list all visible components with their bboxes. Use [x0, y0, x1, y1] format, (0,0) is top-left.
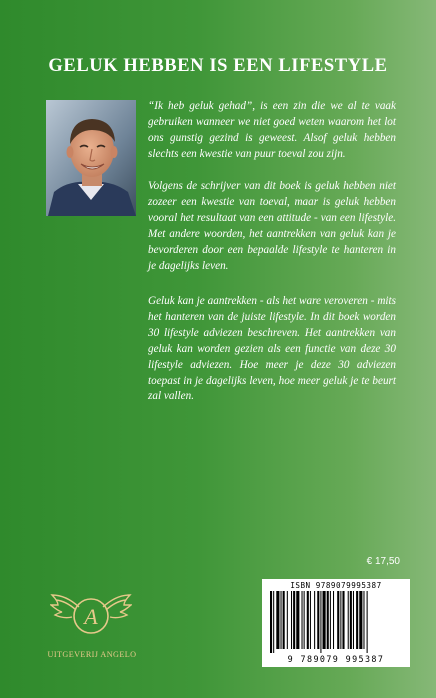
author-view-paragraph: Volgens de schrijver van dit boek is geluk hebben niet zozeer een kwestie van toeval, maar is geluk hebben vooral het resultaat van een attitude - van een lifestyle. Met andere woorden, het aantrekken van geluk kan je bevorderen door een bepaalde lifestyle te hanteren in je dagelijks leven. [148, 180, 396, 272]
isbn-label: ISBN 9789079995387 [290, 581, 382, 590]
isbn-barcode [262, 579, 410, 667]
barcode-digits: 9 789079 995387 [287, 654, 385, 664]
advice-paragraph: Geluk kan je aantrekken - als het ware veroveren - mits het hanteren van de juiste lifestyle. In dit boek worden 30 lifestyle adviezen beschreven. Het aantrekken van geluk kan worden gezien als een functie van deze 30 lifestyle adviezen. Hoe meer je deze 30 adviezen toepast in je dagelijks leven, hoe meer geluk je te beurt zal vallen. [148, 295, 396, 403]
logo-letter: A [84, 604, 98, 629]
publisher-logo [50, 585, 132, 645]
publisher-name: UITGEVERIJ ANGELO [47, 650, 137, 659]
author-photo [46, 100, 136, 216]
price-label: € 17,50 [366, 556, 400, 567]
intro-paragraph: “Ik heb geluk gehad”, is een zin die we al te vaak gebruiken wanneer we niet goed weten waarom het lot ons gunstig gezind is geweest. Alsof geluk hebben slechts een kwestie van puur toeval zou zijn. [148, 100, 396, 160]
barcode-bars [270, 591, 402, 653]
book-title: GELUK HEBBEN IS EEN LIFESTYLE [48, 56, 388, 76]
